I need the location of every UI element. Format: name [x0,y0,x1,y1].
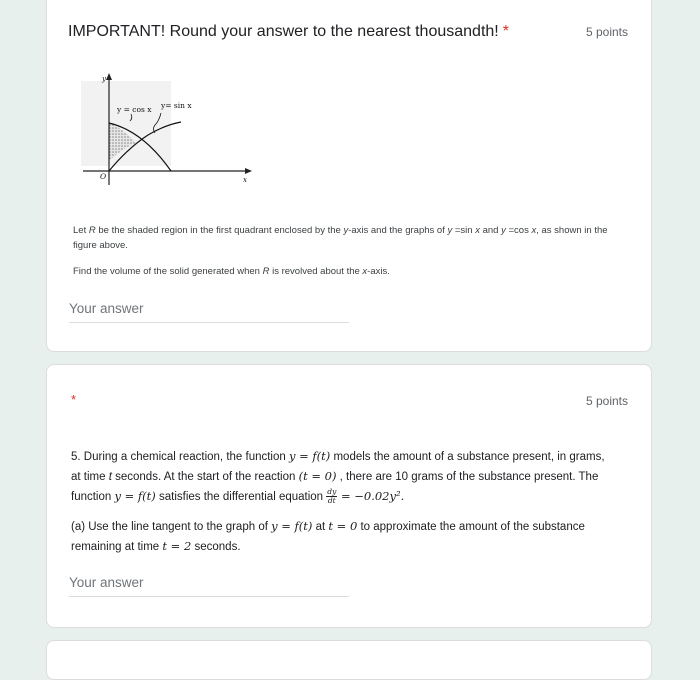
desc-var: R [88,225,96,236]
question-text-part: at [312,521,329,533]
question-text-part: at time [71,471,109,483]
instruction-text: -axis. [367,266,390,277]
math-expression: = −0.02y². [337,489,405,503]
question-text-part: to approximate the amount of the substance [357,521,585,533]
instruction-text: Find the volume of the solid generated when [73,266,263,277]
desc-var: x [475,225,480,236]
question-text-part: function [71,491,115,503]
label-x-axis: x [243,176,247,184]
question-title [68,22,509,42]
label-sin: y= sin x [161,101,192,110]
desc-var: x [531,225,537,236]
question-card-5 [46,364,652,628]
question-text [71,447,631,507]
desc-var: y [501,225,506,236]
label-cos: y = cos x [117,105,152,114]
question-text-part: models the amount of a substance present, in grams, [330,451,605,463]
points-label: 5 points [585,394,628,408]
question-text-part: (a) Use the line tangent to the graph of [71,521,272,533]
instruction-var: x [362,266,368,277]
math-expression: t = 0 [328,519,358,533]
math-expression: t = 2 [162,539,192,553]
math-expression: y = f(t) [114,489,156,503]
derivative-fraction [326,488,337,505]
question-text-part: 5. During a chemical reaction, the function [71,451,289,463]
instruction-text: is revolved about the [269,266,363,277]
question-card-4 [46,0,652,352]
desc-var: y [447,225,453,236]
desc-text: and [479,225,502,236]
math-var: t [108,471,112,483]
points-label: 5 points [585,25,628,39]
desc-text: Let [73,225,89,236]
math-expression: y = f(t) [271,519,313,533]
instruction-var: R [262,266,270,277]
y-axis-arrow [106,73,112,80]
desc-text: -axis and the graphs of [348,225,448,236]
desc-text: be the shaded region in the first quadrant enclosed by the [95,225,344,236]
question-text-part: , there are 10 grams of the substance present. The [336,471,599,483]
math-expression: y = f(t) [288,449,331,463]
desc-var: y [343,225,349,236]
region-figure [73,73,253,188]
label-y-axis: y [102,75,106,83]
question-text-part: remaining at time [71,541,163,553]
question-card-next [46,640,652,680]
desc-text: , as shown in the [536,225,608,236]
label-origin: O [100,172,107,181]
answer-input[interactable]: Your answer [69,301,349,323]
x-axis-arrow [245,168,252,174]
question-description [73,223,633,253]
fraction-denominator: dt [327,496,336,506]
question-text-part: seconds. [191,541,241,553]
math-expression: (t = 0) [298,469,337,483]
required-asterisk: * [71,392,77,407]
question-text-part: satisfies the differential equation [155,491,327,503]
desc-text: figure above. [73,240,128,251]
desc-text: =cos [505,225,532,236]
question-instruction [73,264,633,279]
question-text-part: seconds. At the start of the reaction [111,471,299,483]
question-title-text: IMPORTANT! Round your answer to the nearest thousandth! [68,23,499,40]
required-asterisk: * [502,23,509,40]
answer-input[interactable]: Your answer [69,575,349,597]
fraction-numerator: dy [327,487,337,497]
question-part-a [71,517,631,557]
desc-text: =sin [452,225,476,236]
